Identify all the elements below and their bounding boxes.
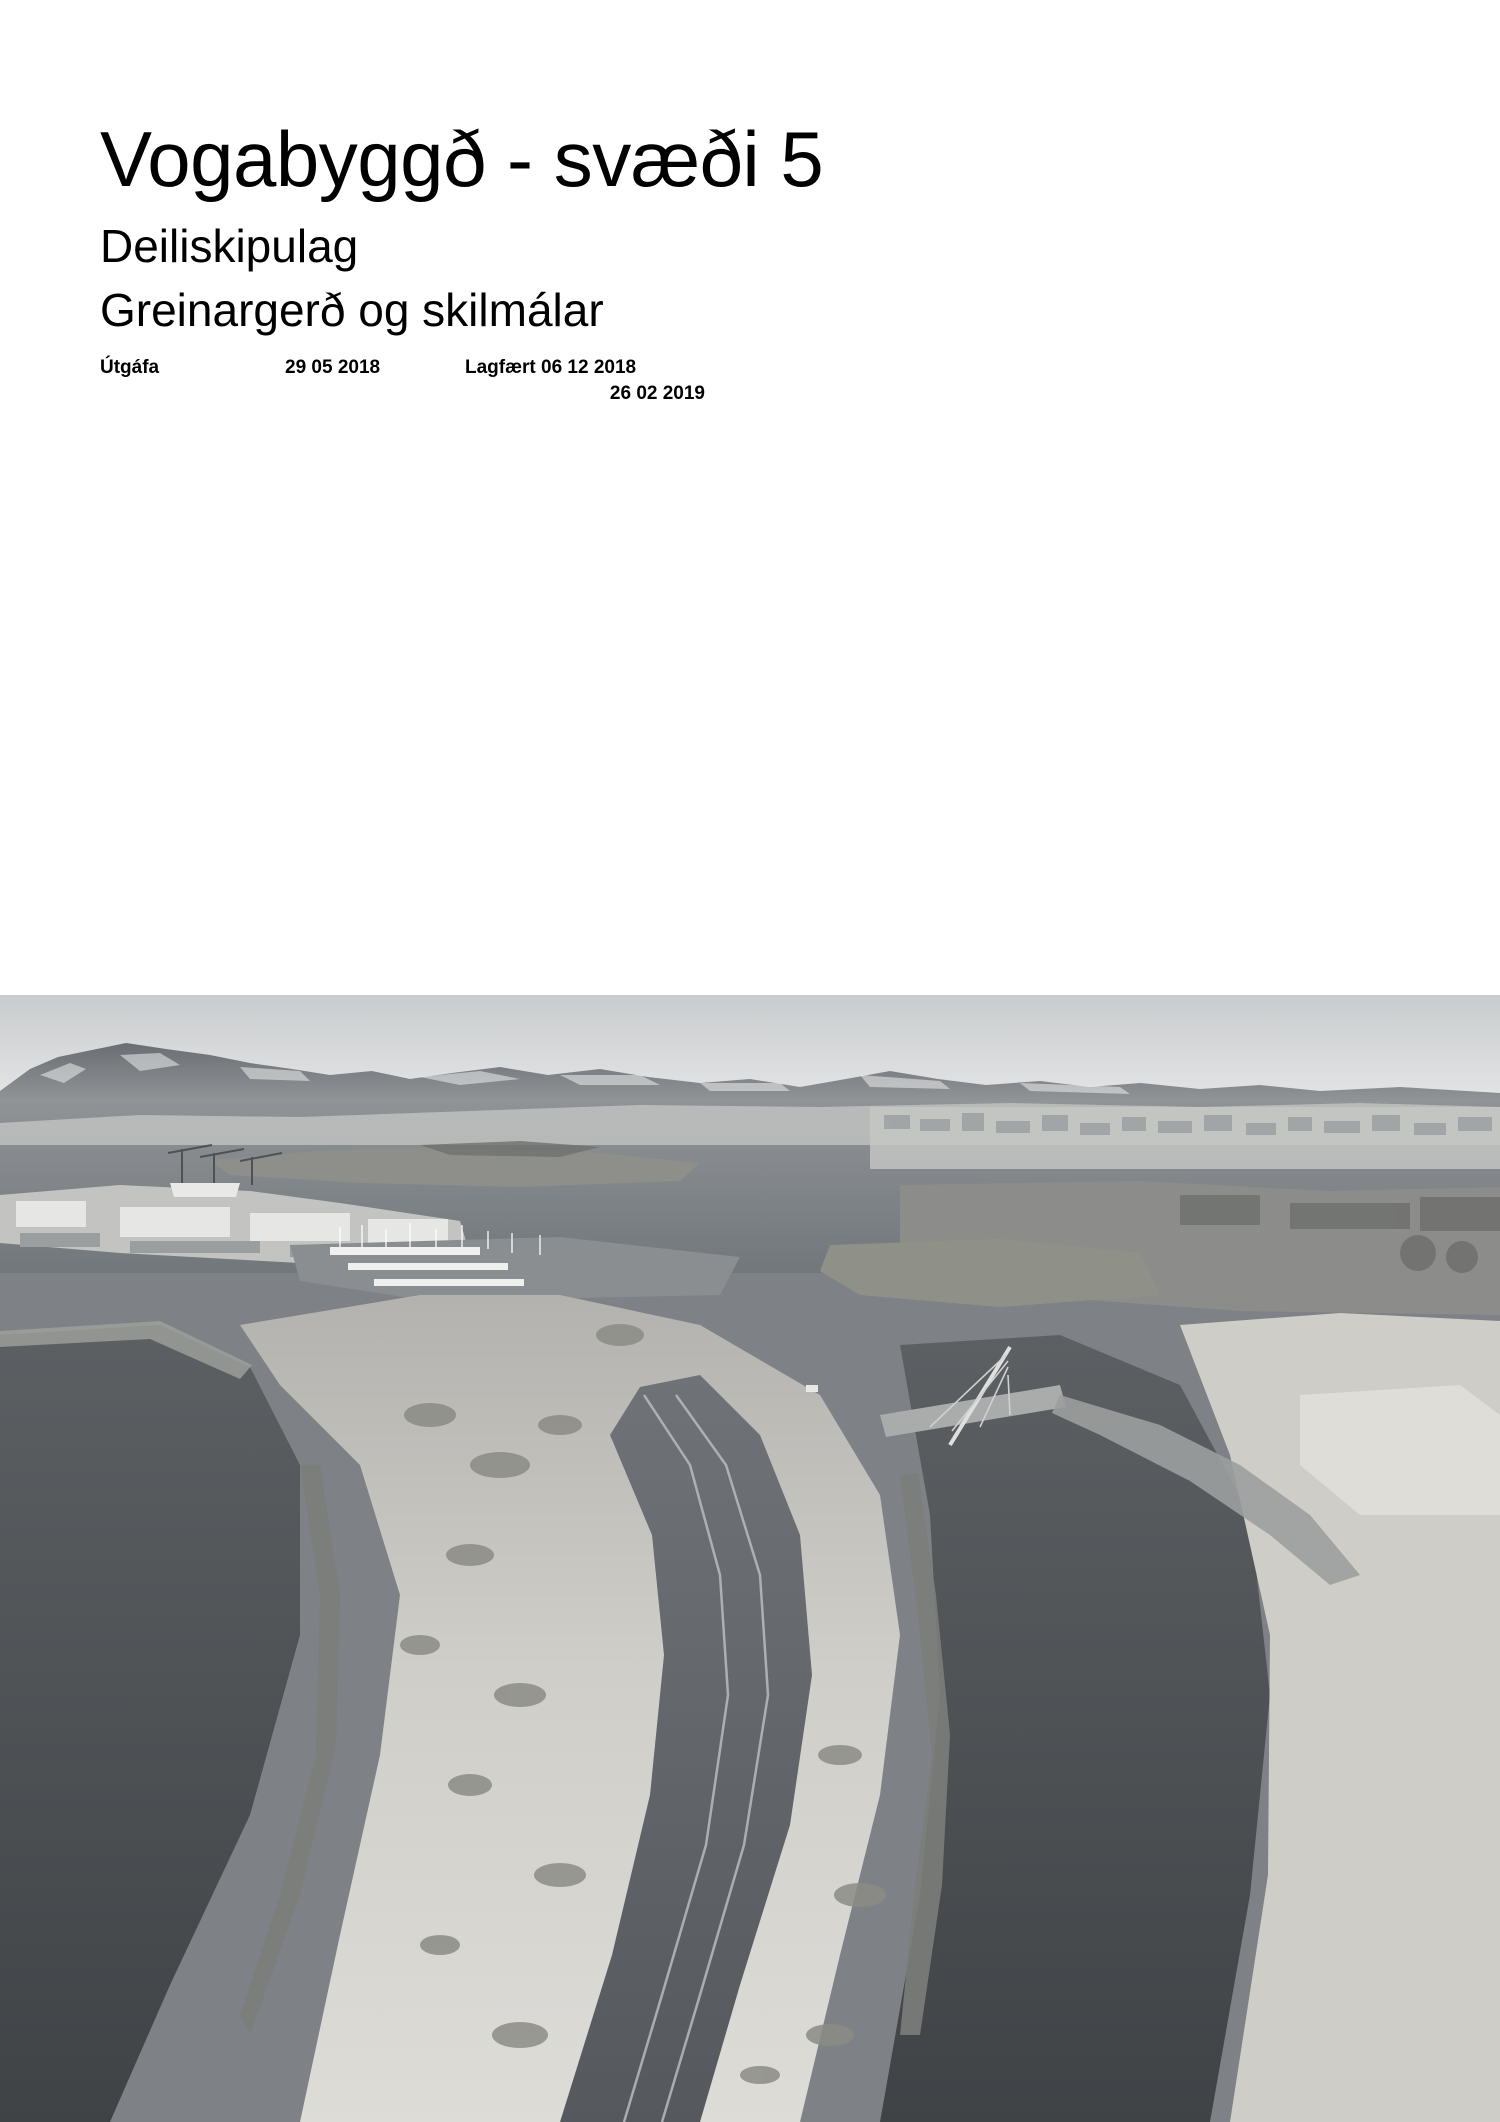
ship: [170, 1183, 240, 1197]
document-subtitle: Deiliskipulag: [100, 220, 359, 272]
version-date: 29 05 2018: [285, 357, 381, 378]
vehicle: [806, 1385, 818, 1392]
town-buildings: [870, 1107, 1500, 1169]
revision-date-second: 26 02 2019: [609, 383, 705, 404]
version-block: [100, 355, 1300, 407]
document-subtitle-secondary: Greinargerð og skilmálar: [100, 284, 604, 336]
version-row-primary: [100, 355, 1300, 381]
version-label: Útgáfa: [100, 357, 160, 378]
revision-label: Lagfært 06 12 2018: [465, 357, 637, 378]
aerial-photo-graphic: [0, 995, 1500, 2122]
cover-title-block: [100, 115, 1300, 407]
aerial-photo-vogabyggd: [0, 995, 1500, 2122]
page-title: Vogabyggð - svæði 5: [100, 115, 824, 203]
version-row-secondary: [100, 381, 1300, 407]
